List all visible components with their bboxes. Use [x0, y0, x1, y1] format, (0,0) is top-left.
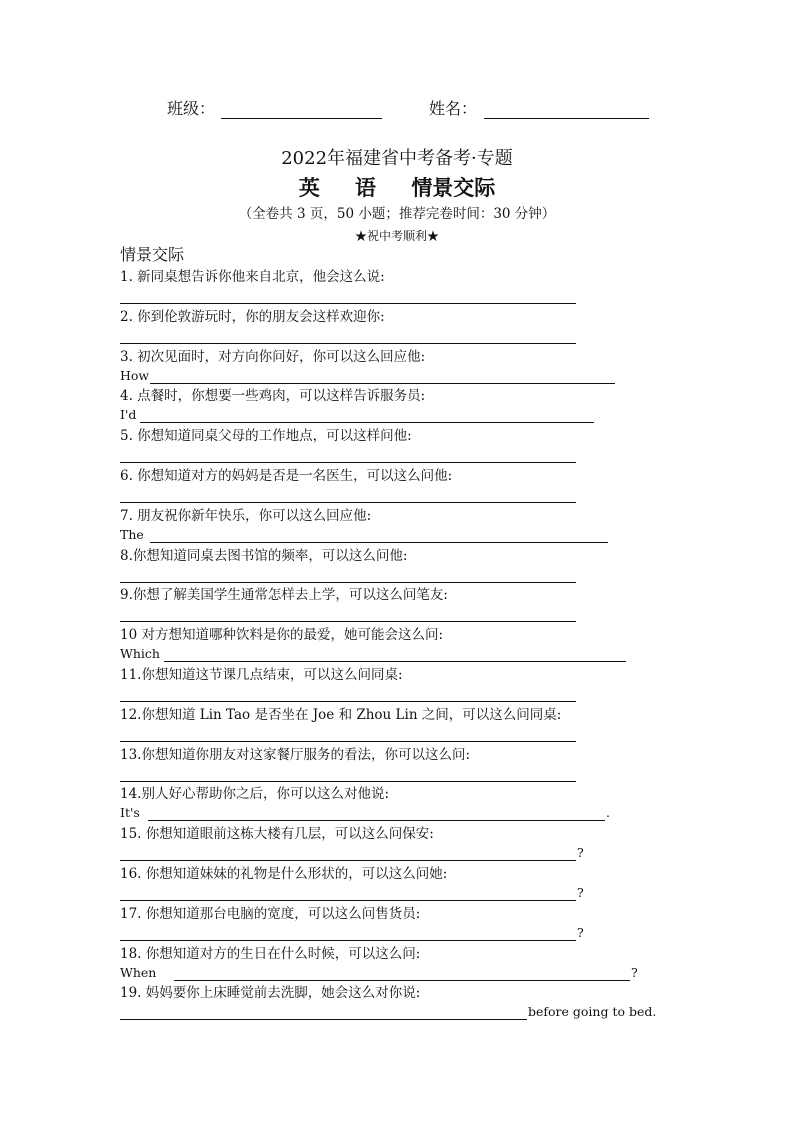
question-17-prompt: 17. 你想知道那台电脑的宽度，可以这么问售货员:	[120, 905, 421, 922]
question-13-prompt: 13.你想知道你朋友对这家餐厅服务的看法，你可以这么问:	[120, 746, 471, 763]
answer-blank[interactable]	[120, 502, 576, 503]
question-18-prompt: 18. 你想知道对方的生日在什么时候，可以这么问:	[120, 945, 421, 962]
answer-blank[interactable]	[150, 383, 615, 384]
question-18-answer	[120, 964, 680, 982]
exam-info: （全卷共 3 页，50 小题；推荐完卷时间：30 分钟）	[238, 206, 556, 222]
answer-blank[interactable]	[120, 940, 576, 941]
answer-blank[interactable]	[120, 900, 576, 901]
answer-suffix: .	[606, 805, 610, 821]
question-6-answer	[120, 486, 680, 504]
class-label: 班级：	[167, 99, 216, 118]
question-14-answer	[120, 804, 680, 822]
question-15-prompt: 15. 你想知道眼前这栋大楼有几层，可以这么问保安:	[120, 826, 434, 843]
question-7-answer	[120, 526, 680, 544]
question-5-prompt: 5. 你想知道同桌父母的工作地点，可以这样问他:	[120, 428, 412, 445]
class-blank[interactable]	[221, 118, 382, 119]
section-title: 情景交际	[120, 245, 185, 264]
question-3-answer	[120, 367, 680, 385]
question-16-prompt: 16. 你想知道妹妹的礼物是什么形状的，可以这么问她:	[120, 866, 448, 882]
exam-subject-title	[0, 174, 794, 202]
answer-prefix: I'd	[120, 407, 137, 423]
question-9-answer	[120, 605, 680, 623]
answer-blank[interactable]	[120, 621, 576, 622]
question-9-prompt: 9.你想了解美国学生通常怎样去上学，可以这么问笔友:	[120, 587, 448, 604]
question-3-prompt: 3. 初次见面时，对方向你问好，你可以这么回应他:	[120, 348, 426, 365]
subject-word-3: 情景交际	[411, 175, 496, 200]
question-10-answer	[120, 645, 680, 663]
answer-blank[interactable]	[120, 462, 576, 463]
question-7-prompt: 7. 朋友祝你新年快乐，你可以这么回应他:	[120, 507, 372, 524]
exam-title: 2022年福建省中考备考·专题	[281, 148, 513, 169]
name-label: 姓名：	[429, 99, 478, 118]
answer-prefix: When	[120, 964, 157, 980]
question-6-prompt: 6. 你想知道对方的妈妈是否是一名医生，可以这么问他:	[120, 468, 453, 484]
answer-prefix: The	[120, 526, 144, 542]
answer-suffix: ?	[631, 964, 638, 980]
answer-prefix: Which	[120, 646, 160, 662]
question-12-answer	[120, 725, 680, 743]
answer-suffix: ?	[577, 924, 584, 940]
answer-suffix: ?	[577, 845, 584, 861]
question-17-answer	[120, 924, 680, 942]
answer-blank[interactable]	[148, 820, 605, 821]
answer-blank[interactable]	[174, 980, 630, 981]
question-10-prompt: 10 对方想知道哪种饮料是你的最爱，她可能会这么问:	[120, 627, 444, 644]
question-13-answer	[120, 765, 680, 783]
question-4-answer	[120, 406, 680, 424]
answer-prefix: How	[120, 367, 150, 383]
question-19-answer	[120, 1003, 680, 1021]
answer-blank[interactable]	[120, 343, 576, 344]
answer-blank[interactable]	[120, 860, 576, 861]
question-5-answer	[120, 446, 680, 464]
answer-blank[interactable]	[120, 701, 576, 702]
question-1-prompt: 1. 新同桌想告诉你他来自北京，他会这么说:	[120, 269, 385, 285]
question-8-answer	[120, 566, 680, 584]
answer-suffix: before going to bed.	[528, 1004, 657, 1020]
answer-blank[interactable]	[140, 422, 594, 423]
question-8-prompt: 8.你想知道同桌去图书馆的频率，可以这么问他:	[120, 547, 408, 564]
question-4-prompt: 4. 点餐时，你想要一些鸡肉，可以这样告诉服务员:	[120, 388, 426, 405]
question-1-answer	[120, 287, 680, 305]
answer-blank[interactable]	[120, 741, 576, 742]
question-2-prompt: 2. 你到伦敦游玩时，你的朋友会这样欢迎你:	[120, 308, 385, 325]
subject-word-1: 英	[298, 175, 320, 200]
question-2-answer	[120, 327, 680, 345]
question-11-answer	[120, 685, 680, 703]
question-15-answer	[120, 844, 680, 862]
question-14-prompt: 14.别人好心帮助你之后，你可以这么对他说:	[120, 786, 390, 803]
answer-suffix: ?	[577, 885, 584, 900]
question-19-prompt: 19. 妈妈要你上床睡觉前去洗脚，她会这么对你说:	[120, 985, 421, 1002]
answer-blank[interactable]	[120, 582, 576, 583]
answer-blank[interactable]	[120, 781, 576, 782]
exam-wish: ★祝中考顺利★	[354, 229, 439, 243]
answer-blank[interactable]	[120, 303, 576, 304]
answer-blank[interactable]	[120, 1019, 527, 1020]
subject-word-2: 语	[355, 175, 376, 200]
student-info-header	[0, 98, 794, 122]
name-blank[interactable]	[484, 118, 649, 119]
question-11-prompt: 11.你想知道这节课几点结束，可以这么问同桌:	[120, 667, 403, 683]
answer-blank[interactable]	[164, 661, 626, 662]
question-12-prompt: 12.你想知道 Lin Tao 是否坐在 Joe 和 Zhou Lin 之间，可以这么问同桌:	[120, 706, 562, 723]
answer-blank[interactable]	[150, 542, 608, 543]
question-16-answer	[120, 884, 680, 902]
answer-prefix: It's	[120, 805, 140, 821]
